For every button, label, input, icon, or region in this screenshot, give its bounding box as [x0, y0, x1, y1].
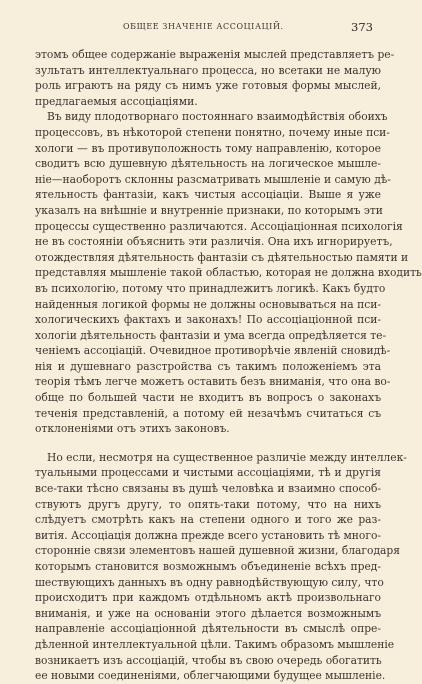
text-line: сторонніе связи элементовъ нашей душевной жизни, благодаря — [35, 544, 401, 558]
text-line: отклоненіями отъ этихъ законовъ. — [35, 422, 230, 436]
text-line: ее новыми соединеніями, облегчающими будущее мышленіе. — [35, 669, 386, 683]
text-line: найденныя логикой формы не должны основываться на пси- — [35, 297, 381, 311]
text-line: процессы существенно различаются. Ассоціаціонная психологія — [35, 219, 403, 233]
text-line: ствуютъ другъ другу, то опять-таки потому, что на нихъ — [35, 497, 381, 511]
text-line: въ психологію, потому что принадлежитъ логикѣ. Какъ будто — [35, 281, 386, 295]
text-line: дѣленной интеллектуальной цѣли. Такимъ образомъ мышленіе — [35, 637, 395, 651]
body-text — [35, 47, 422, 684]
text-line: хологическихъ фактахъ и законахъ! По ассоціаціонной пси- — [35, 313, 381, 327]
text-line: туальными процессами и чистыми ассоціаціями, тѣ и другія — [35, 466, 381, 480]
text-line: все-таки тѣсно связаны въ душѣ человѣка и взаимно способ- — [35, 482, 381, 496]
text-line: возникаетъ изъ ассоціацій, чтобы въ свою очередь обогатить — [35, 653, 382, 667]
text-line: вниманія, и уже на основаніи этого дѣлается возможнымъ — [35, 606, 381, 620]
paragraph — [35, 47, 395, 109]
text-line: зультатъ интеллектуальнаго процесса, но всетаки не малую — [35, 63, 381, 77]
text-line: Въ виду плодотворнаго постояннаго взаимодѣйствія обоихъ — [47, 110, 388, 124]
text-line: теченія представленій, а потому ей незачѣмъ считаться съ — [35, 406, 381, 420]
running-head — [37, 20, 387, 36]
text-line: процессовъ, въ нѣкоторой степени понятно, почему иные пси- — [35, 125, 390, 139]
text-line: шествующихъ данныхъ въ одну равнодѣйствующую силу, что — [35, 575, 384, 589]
text-line: роль играютъ на ряду съ нимъ уже готовыя формы мыслей, — [35, 79, 381, 93]
text-line: происходитъ при каждомъ отдѣльномъ актѣ произвольнаго — [35, 591, 381, 605]
text-line: нія и душевнаго разстройства съ такимъ положеніемъ эта — [35, 359, 381, 373]
text-line: хологіи дѣятельность фантазіи и ума всегда опредѣляется те- — [35, 328, 387, 342]
text-line: отождествляя дѣятельность фантазіи съ дѣятельностью памяти и — [35, 250, 409, 264]
paragraph — [35, 109, 422, 436]
text-line: которымъ становится возможнымъ объединеніе всѣхъ пред- — [35, 560, 381, 573]
text-line: направленіе ассоціаціонной дѣятельности въ смыслѣ опре- — [35, 622, 381, 636]
text-line: указалъ на внѣшніе и внутренніе признаки, по которымъ эти — [35, 203, 383, 217]
text-line: ніе—наоборотъ склонны разсматривать мышленіе и самую дѣ- — [35, 172, 391, 186]
text-line: представляя мышленіе такой областью, которая не должна входить — [35, 266, 422, 280]
text-line: обще по большей части не входитъ въ вопросъ о законахъ — [35, 391, 381, 405]
text-line: витія. Ассоціація должна прежде всего установить тѣ много- — [35, 528, 381, 542]
text-line: хологи — въ противуположность тому направленію, которое — [35, 141, 381, 155]
text-line: не въ состояніи объяснить эти различія. Она ихъ игнорируетъ, — [35, 235, 393, 249]
text-line: ятельность фантазіи, какъ чистыя ассоціаціи. Выше я уже — [35, 188, 381, 202]
text-line: ченіемъ ассоціацій. Очевидное противорѣчіе явленій сновидѣ- — [35, 344, 391, 358]
text-line: этомъ общее содержаніе выраженія мыслей представляетъ ре- — [35, 48, 395, 61]
running-title: ОБЩЕЕ ЗНАЧЕНІЕ АССОЦІАЦІЙ. — [123, 22, 284, 31]
text-line: теорія тѣмъ легче можетъ оставить безъ вниманія, что она во- — [35, 375, 391, 389]
paragraph — [35, 450, 407, 684]
text-line: предлагаемыя ассоціаціями. — [35, 94, 198, 108]
text-line: Но если, несмотря на существенное различіе между интеллек- — [47, 450, 407, 464]
page-number: 373 — [351, 20, 373, 34]
text-line: сводитъ всю душевную дѣятельность на логическое мышле- — [35, 157, 381, 171]
paragraph-gap — [35, 437, 381, 450]
text-line: слѣдуетъ смотрѣть какъ на степени одного и того же раз- — [35, 513, 381, 527]
